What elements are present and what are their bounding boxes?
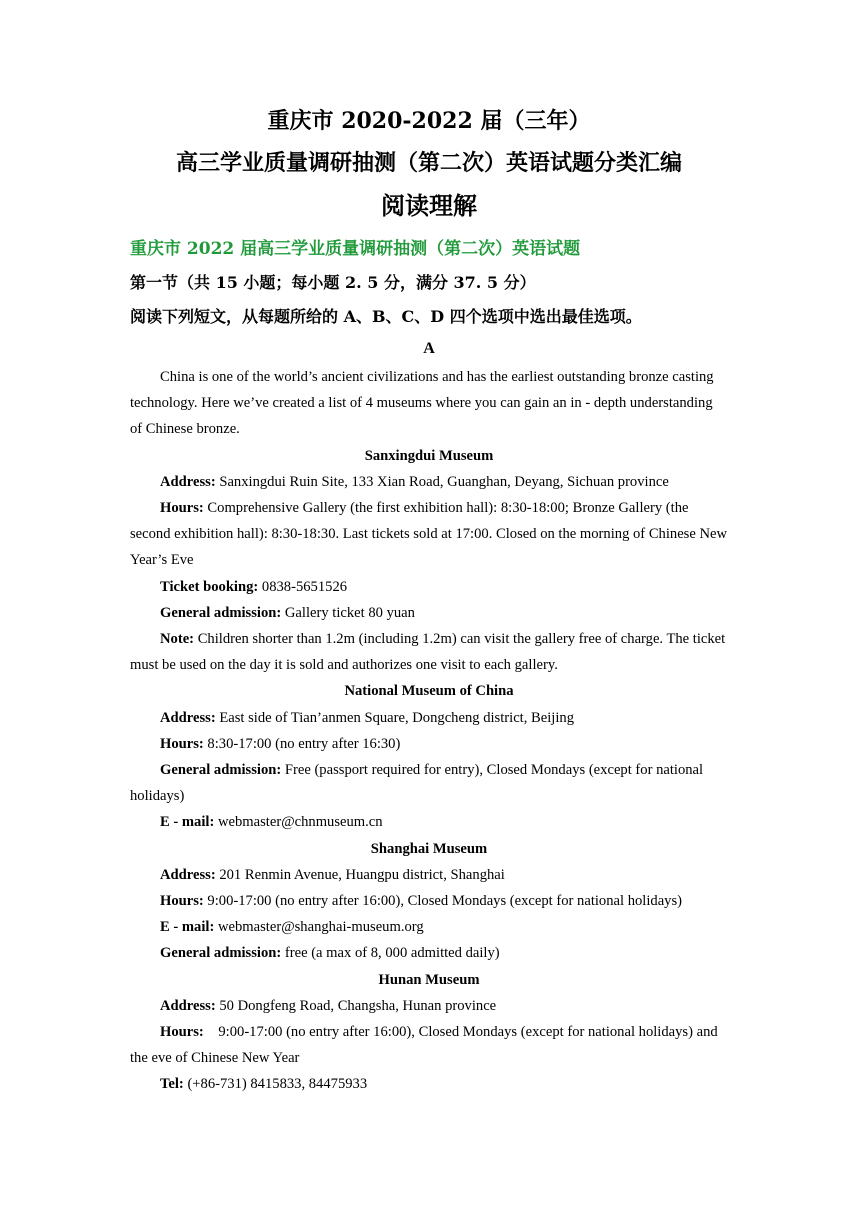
intro-paragraph: China is one of the world’s ancient civilizations and has the earliest outstanding bronze casting technology. Here we’ve created a list of 4 museums where you can gain an in - depth understanding of Chinese bronze. — [130, 369, 714, 438]
field-label: General admission: — [160, 945, 282, 962]
instruction: 阅读下列短文，从每题所给的 A、B、C、D 四个选项中选出最佳选项。 — [130, 307, 642, 326]
field-label: Hours: — [160, 500, 204, 517]
field-value: Free (passport required for entry), Closed Mondays (except for national holidays) — [130, 762, 707, 805]
field-value: 8:30-17:00 (no entry after 16:30) — [203, 735, 401, 752]
museum-name: National Museum of China — [344, 683, 514, 700]
field-value: free (a max of 8, 000 admitted daily) — [281, 945, 500, 962]
field-label: General admission: — [160, 604, 282, 621]
field-value: webmaster@chnmuseum.cn — [214, 814, 383, 831]
museum-field — [130, 940, 728, 966]
document-page — [130, 100, 731, 1098]
museum-field — [130, 574, 728, 600]
field-value: Sanxingdui Ruin Site, 133 Xian Road, Guanghan, Deyang, Sichuan province — [215, 473, 669, 490]
field-value: 201 Renmin Avenue, Huangpu district, Shanghai — [215, 866, 505, 883]
field-label: Address: — [160, 866, 216, 883]
passage-letter: A — [423, 340, 435, 357]
museum-field — [130, 705, 728, 731]
museum-field — [130, 862, 728, 888]
field-label: Address: — [160, 997, 216, 1014]
document-title-line3: 阅读理解 — [381, 191, 477, 220]
field-label: Ticket booking: — [160, 578, 259, 595]
document-title-line2: 高三学业质量调研抽测（第二次）英语试题分类汇编 — [175, 150, 682, 176]
field-label: Hours: — [160, 735, 204, 752]
museum-field — [130, 469, 728, 495]
museum-field — [130, 731, 728, 757]
part-info: 第一节（共 15 小题；每小题 2. 5 分，满分 37. 5 分） — [130, 273, 536, 292]
museum-field — [130, 1071, 728, 1097]
field-label: E - mail: — [160, 919, 215, 936]
field-value: 9:00-17:00 (no entry after 16:00), Closed Mondays (except for national holidays) — [203, 893, 683, 910]
museum-name: Shanghai Museum — [370, 840, 488, 857]
field-value: 50 Dongfeng Road, Changsha, Hunan province — [215, 997, 497, 1014]
museum-name: Hunan Museum — [378, 971, 480, 988]
field-label: Note: — [160, 631, 195, 648]
museum-field — [130, 600, 728, 626]
field-label: E - mail: — [160, 814, 215, 831]
section-heading: 重庆市 2022 届高三学业质量调研抽测（第二次）英语试题 — [130, 239, 581, 259]
museum-block — [130, 678, 728, 835]
field-value: Gallery ticket 80 yuan — [281, 604, 415, 621]
field-label: Hours: — [160, 893, 204, 910]
museum-block — [130, 443, 731, 679]
field-value: Children shorter than 1.2m (including 1.2m) can visit the gallery free of charge. The ticket must be used on the day it is sold and authorizes one visit to each gallery. — [130, 631, 729, 674]
field-value: 0838-5651526 — [258, 578, 348, 595]
museum-field — [130, 914, 728, 940]
field-value: East side of Tian’anmen Square, Dongcheng district, Beijing — [215, 709, 574, 726]
field-label: Hours: — [160, 1024, 204, 1041]
field-label: Address: — [160, 709, 216, 726]
field-value: 9:00-17:00 (no entry after 16:00), Closed Mondays (except for national holidays) and the eve of Chinese New Year — [130, 1024, 722, 1067]
field-value: (+86-731) 8415833, 84475933 — [183, 1076, 368, 1093]
field-label: Tel: — [160, 1076, 184, 1093]
museum-field — [130, 626, 728, 678]
field-label: Address: — [160, 473, 216, 490]
field-label: General admission: — [160, 762, 282, 779]
museum-field — [130, 993, 728, 1019]
museum-block — [130, 836, 728, 967]
museum-name: Sanxingdui Museum — [364, 447, 494, 464]
field-value: Comprehensive Gallery (the first exhibition hall): 8:30-18:00; Bronze Gallery (the second exhibition hall): 8:30-18:30. Last tickets sold at 17:00. Closed on the morning of Chinese New Year’s Eve — [130, 500, 731, 569]
museum-field — [130, 888, 728, 914]
document-title-line1: 重庆市 2020-2022 届（三年） — [267, 108, 591, 134]
museum-block — [130, 967, 728, 1098]
field-value: webmaster@shanghai-museum.org — [214, 919, 424, 936]
museum-list — [130, 443, 731, 1098]
museum-field — [130, 1019, 728, 1071]
museum-field — [130, 757, 728, 809]
museum-field — [130, 809, 728, 835]
museum-field — [130, 495, 731, 574]
